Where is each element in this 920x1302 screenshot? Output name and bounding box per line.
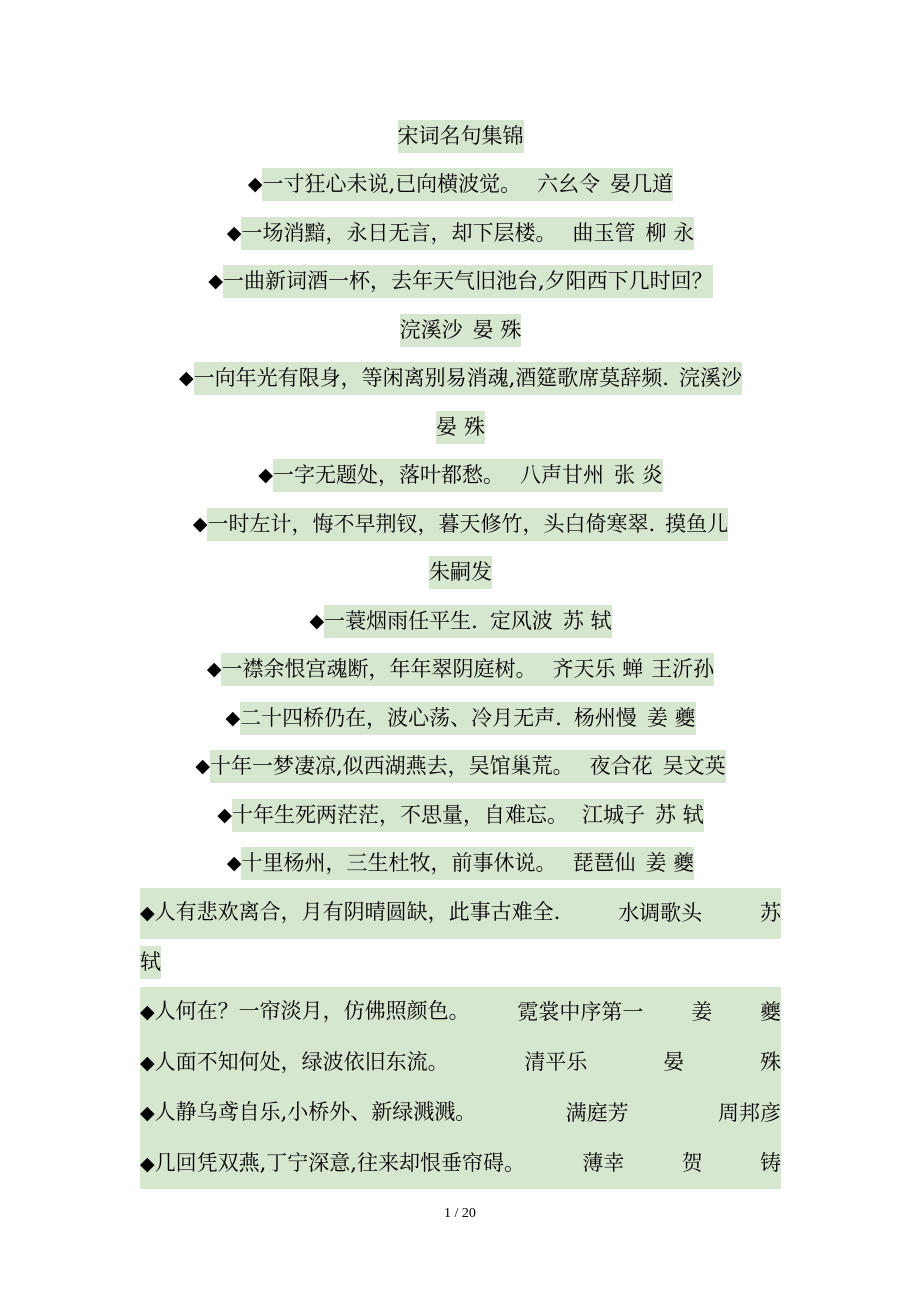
diamond-bullet-icon: ◆	[140, 902, 155, 925]
tune-name: 夜合花	[589, 754, 653, 779]
list-item	[140, 1038, 781, 1089]
list-item-continuation	[140, 403, 781, 452]
diamond-bullet-icon: ◆	[140, 1051, 155, 1074]
quote-text: 人静乌鸢自乐,小桥外、新绿溅溅。	[154, 1100, 477, 1125]
tune-name: 满庭芳	[565, 1100, 629, 1125]
quote-text: 几回凭双燕,丁宁深意,往来却恨垂帘碍。	[154, 1150, 525, 1175]
tune-name: 江城子	[581, 802, 645, 827]
diamond-bullet-icon: ◆	[140, 1102, 155, 1125]
author-name-continued: 铸	[759, 1151, 781, 1176]
diamond-bullet-icon: ◆	[208, 270, 223, 293]
quote-text: 十年生死两茫茫，不思量，自难忘。	[231, 802, 568, 827]
page-title: 宋词名句集锦	[398, 120, 524, 153]
list-item	[140, 597, 781, 646]
tune-name: 清平乐	[524, 1050, 588, 1075]
quote-text: 一时左计，悔不早荆钗，暮天修竹，头白倚寒翠.	[207, 511, 656, 536]
page-title-line	[140, 112, 781, 161]
author-name: 苏 轼	[654, 802, 704, 827]
tune-name: 齐天乐 蝉	[552, 657, 644, 682]
author-name: 柳 永	[645, 220, 695, 245]
tune-name: 杨州慢	[573, 705, 637, 730]
diamond-bullet-icon: ◆	[140, 1152, 155, 1175]
diamond-bullet-icon: ◆	[179, 367, 194, 390]
quote-text: 十年一梦凄凉,似西湖燕去，吴馆巢荒。	[209, 754, 574, 779]
document-body	[140, 112, 781, 1189]
quote-text: 十里杨州，三生杜牧，前事休说。	[241, 851, 557, 876]
tune-name: 八声甘州	[519, 463, 604, 488]
list-item	[140, 840, 781, 889]
diamond-bullet-icon: ◆	[195, 755, 210, 778]
tune-name: 浣溪沙	[399, 317, 463, 342]
list-item	[140, 987, 781, 1038]
tune-name: 曲玉管	[572, 220, 636, 245]
list-item	[140, 694, 781, 743]
diamond-bullet-icon: ◆	[309, 609, 325, 632]
diamond-bullet-icon: ◆	[258, 464, 273, 487]
quote-text: 人何在？一帘淡月，仿佛照颜色。	[154, 999, 470, 1024]
quote-text: 一向年光有限身，等闲离别易消魂,酒筵歌席莫辞频.	[193, 366, 669, 391]
diamond-bullet-icon: ◆	[140, 1001, 155, 1024]
tune-name: 定风波	[489, 608, 553, 633]
list-item	[140, 646, 781, 695]
quote-text: 一字无题处，落叶都愁。	[272, 463, 504, 488]
diamond-bullet-icon: ◆	[225, 706, 241, 729]
list-item	[140, 1139, 781, 1190]
tune-name: 摸鱼儿	[665, 511, 729, 536]
list-item-continuation	[140, 549, 781, 598]
author-name: 姜 夔	[645, 851, 695, 876]
author-name: 晏 殊	[436, 411, 485, 444]
quote-text: 二十四桥仍在，波心荡、冷月无声.	[240, 705, 562, 730]
quote-text: 一场消黯，永日无言，却下层楼。	[241, 220, 557, 245]
tune-name: 霓裳中序第一	[517, 999, 644, 1024]
list-item	[140, 161, 781, 210]
author-name: 苏	[760, 900, 781, 925]
author-name: 周邦彦	[718, 1100, 781, 1125]
list-item-continuation	[140, 939, 781, 988]
author-name-continued: 轼	[140, 946, 161, 979]
diamond-bullet-icon: ◆	[247, 173, 263, 196]
list-item	[140, 1088, 781, 1139]
list-item	[140, 888, 781, 939]
diamond-bullet-icon: ◆	[226, 852, 242, 875]
author-name: 晏	[663, 1050, 685, 1075]
author-name: 张 炎	[613, 463, 663, 488]
author-name: 贺	[681, 1151, 703, 1176]
list-item	[140, 452, 781, 501]
page-number: 1 / 20	[444, 1206, 476, 1221]
diamond-bullet-icon: ◆	[226, 221, 242, 244]
author-name-continued: 殊	[759, 1050, 781, 1075]
author-name: 吴文英	[662, 754, 726, 779]
author-name: 晏几道	[610, 172, 674, 197]
author-name: 朱嗣发	[429, 556, 492, 589]
diamond-bullet-icon: ◆	[192, 512, 208, 535]
tune-name: 六幺令	[537, 172, 601, 197]
diamond-bullet-icon: ◆	[206, 658, 222, 681]
list-item	[140, 355, 781, 404]
quote-text: 一寸狂心未说,已向横波觉。	[262, 172, 522, 197]
tune-name: 琵琶仙	[572, 851, 636, 876]
quote-text: 一襟余恨宫魂断，年年翠阴庭树。	[221, 657, 537, 682]
author-name-continued: 夔	[759, 999, 781, 1024]
author-name: 晏 殊	[472, 317, 522, 342]
list-item	[140, 500, 781, 549]
author-name: 苏 轼	[562, 608, 612, 633]
quote-text: 人面不知何处，绿波依旧东流。	[154, 1049, 449, 1074]
quote-text: 人有悲欢离合，月有阴晴圆缺，此事古难全.	[154, 900, 561, 925]
diamond-bullet-icon: ◆	[217, 803, 232, 826]
list-item	[140, 209, 781, 258]
author-name: 姜	[691, 999, 713, 1024]
list-item-continuation	[140, 306, 781, 355]
list-item	[140, 743, 781, 792]
list-item	[140, 791, 781, 840]
tune-name: 水调歌头	[618, 900, 703, 925]
quote-text: 一蓑烟雨任平生.	[324, 608, 478, 633]
tune-name: 浣溪沙	[678, 366, 742, 391]
author-name: 姜 夔	[646, 705, 696, 730]
quote-text: 一曲新词酒一杯，去年天气旧池台,夕阳西下几时回？	[223, 265, 713, 298]
author-name: 王沂孙	[651, 657, 715, 682]
tune-name: 薄幸	[582, 1151, 625, 1176]
list-item	[140, 258, 781, 307]
